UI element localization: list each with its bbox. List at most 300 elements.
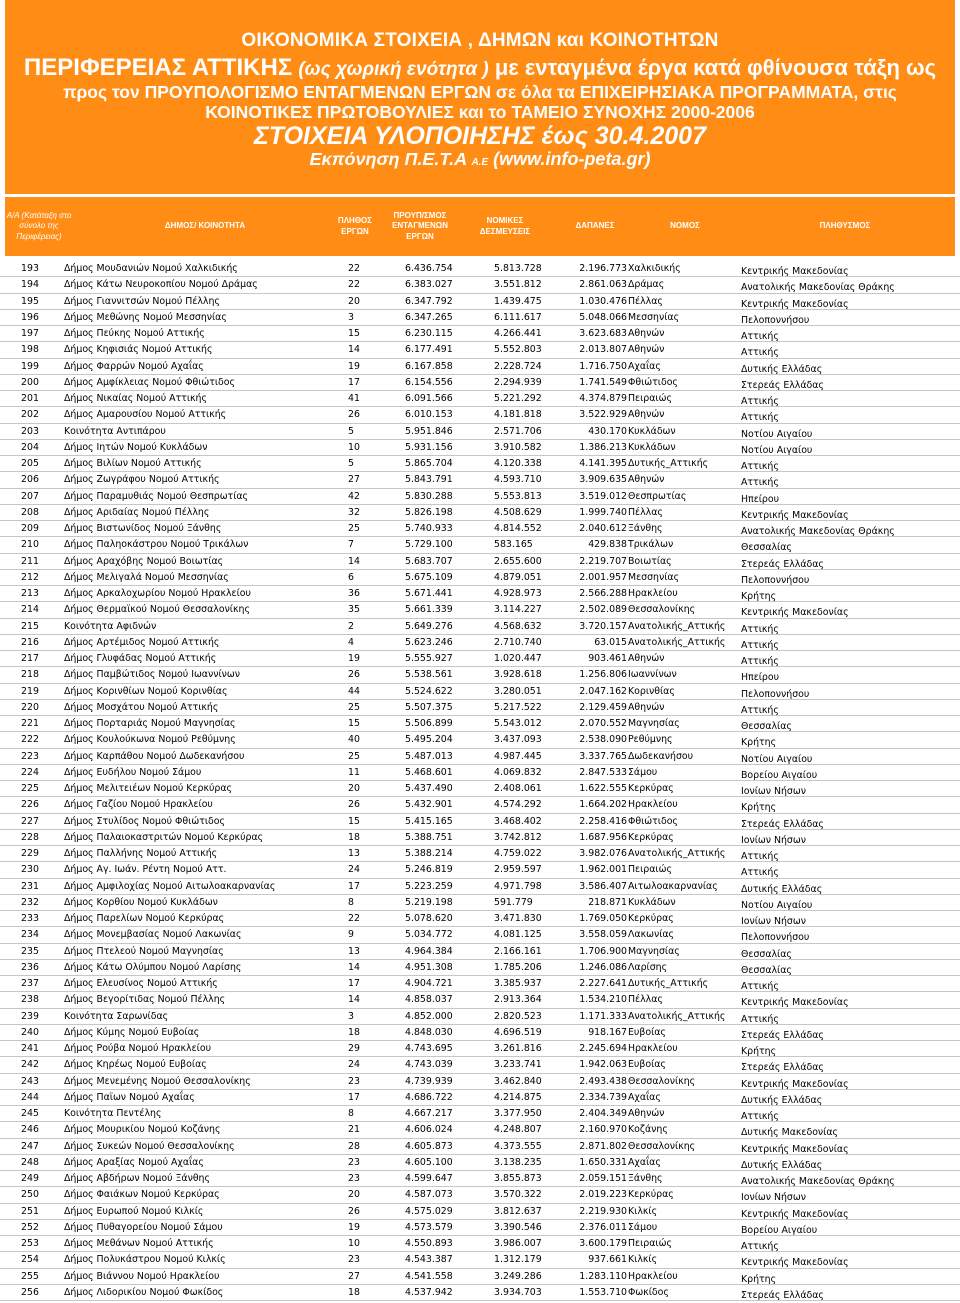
cell-region: Ιονίων Νήσων: [741, 834, 806, 846]
cell-name: Δήμος Παληοκάστρου Νομού Τρικάλων: [64, 539, 249, 551]
cell-region: Κεντρικής Μακεδονίας: [741, 1078, 849, 1090]
cell-rank: 250: [21, 1189, 39, 1201]
cell-region: Αττικής: [741, 412, 779, 424]
table-row: [0, 1285, 960, 1301]
table-row: [0, 814, 960, 830]
cell-budget: 5.830.288: [405, 490, 453, 502]
table-row: [0, 505, 960, 521]
cell-budget: 5.843.791: [405, 474, 453, 486]
cell-count: 40: [348, 734, 360, 746]
cell-count: 3: [348, 311, 354, 323]
cell-budget: 5.246.819: [405, 864, 453, 876]
cell-count: 41: [348, 393, 360, 404]
table-row: [0, 960, 960, 976]
cell-rank: 195: [21, 295, 39, 307]
cell-count: 18: [348, 1026, 360, 1038]
cell-region: Στερεάς Ελλάδας: [741, 379, 824, 391]
cell-nomos: Ξάνθης: [628, 1173, 663, 1184]
cell-count: 35: [348, 604, 360, 616]
cell-rank: 219: [21, 685, 39, 697]
cell-nomos: Δυτικής_Αττικής: [628, 978, 709, 989]
cell-nomos: Πειραιώς: [628, 864, 672, 876]
cell-nomos: Αθηνών: [628, 653, 665, 664]
cell-legal: 4.568.632: [494, 620, 542, 632]
cell-count: 26: [348, 1205, 360, 1217]
cell-name: Δήμος Βιστωνίδος Νομού Ξάνθης: [64, 523, 222, 534]
cell-name: Δήμος Πτελεού Νομού Μαγνησίας: [64, 945, 224, 957]
cell-legal: 3.855.873: [494, 1173, 542, 1184]
cell-count: 11: [348, 766, 360, 778]
cell-budget: 5.538.561: [405, 669, 453, 681]
cell-legal: 4.879.051: [494, 571, 542, 583]
cell-legal: 3.280.051: [494, 685, 542, 697]
cell-budget: 6.436.754: [405, 263, 453, 274]
cell-count: 10: [348, 1238, 360, 1249]
cell-legal: 2.408.061: [494, 783, 542, 794]
cell-region: Ιονίων Νήσων: [741, 1192, 806, 1204]
cell-rank: 240: [21, 1026, 39, 1038]
cell-budget: 6.177.491: [405, 344, 453, 356]
cell-name: Δήμος Παρελίων Νομού Κερκύρας: [64, 913, 225, 924]
cell-region: Θεσσαλίας: [741, 721, 792, 732]
cell-legal: 2.655.600: [494, 555, 542, 567]
cell-count: 23: [348, 1156, 360, 1168]
table-row: [0, 1220, 960, 1236]
cell-spend: 2.070.552: [579, 718, 627, 729]
table-row: [0, 879, 960, 895]
table-row: [0, 1041, 960, 1057]
table-row: [0, 294, 960, 310]
cell-nomos: Σάμου: [628, 766, 658, 778]
cell-name: Δήμος Ρούβα Νομού Ηρακλείου: [64, 1043, 212, 1054]
cell-region: Δυτικής Μακεδονίας: [741, 1127, 839, 1139]
cell-count: 42: [348, 490, 360, 502]
cell-budget: 5.034.772: [405, 929, 453, 941]
cell-spend: 3.720.157: [579, 620, 627, 632]
cell-budget: 6.167.858: [405, 360, 453, 372]
cell-rank: 235: [21, 945, 39, 957]
cell-nomos: Αχαΐας: [628, 360, 661, 372]
cell-region: Κεντρικής Μακεδονίας: [741, 1208, 849, 1220]
cell-budget: 4.904.721: [405, 978, 453, 989]
table-row: [0, 1236, 960, 1252]
cell-spend: 4.374.879: [579, 393, 627, 404]
cell-budget: 4.550.893: [405, 1238, 453, 1249]
cell-rank: 239: [21, 1010, 39, 1022]
cell-count: 28: [348, 1140, 360, 1152]
author-website: (www.info-peta.gr): [493, 149, 651, 169]
cell-budget: 5.468.601: [405, 766, 453, 778]
cell-name: Δήμος Νικαίας Νομού Αττικής: [64, 393, 207, 404]
cell-name: Δήμος Κουλούκωνα Νομού Ρεθύμνης: [64, 734, 236, 746]
cell-name: Δήμος Πορταριάς Νομού Μαγνησίας: [64, 718, 236, 729]
cell-name: Κοινότητα Αντιπάρου: [64, 425, 166, 437]
title-line-5: ΣΤΟΙΧΕΙΑ ΥΛΟΠΟΙΗΣΗΣ έως 30.4.2007: [254, 122, 706, 150]
cell-rank: 222: [21, 734, 39, 746]
cell-budget: 6.230.115: [405, 328, 453, 339]
cell-nomos: Μεσσηνίας: [628, 571, 680, 583]
cell-count: 17: [348, 376, 360, 388]
title-line-3: προς τον ΠΡΟΥΠΟΛΟΓΙΣΜΟ ΕΝΤΑΓΜΕΝΩΝ ΕΡΓΩΝ σε όλα τα ΕΠΙΧΕΙΡΗΣΙΑΚΑ ΠΡΟΓΡΑΜΜΑΤΑ, στις: [63, 82, 897, 102]
cell-budget: 4.743.695: [405, 1043, 453, 1054]
cell-spend: 2.040.612: [579, 523, 627, 534]
cell-name: Δήμος Αγ. Ιωάν. Ρέντη Νομού Αττ.: [64, 864, 227, 876]
table-row: [0, 749, 960, 765]
cell-budget: 6.091.566: [405, 393, 453, 404]
cell-spend: 937.661: [588, 1254, 627, 1266]
cell-region: Αττικής: [741, 461, 779, 472]
table-row: [0, 586, 960, 602]
cell-nomos: Ανατολικής_Αττικής: [628, 620, 726, 632]
cell-name: Δήμος Πυθαγορείου Νομού Σάμου: [64, 1221, 223, 1233]
cell-region: Βορείου Αιγαίου: [741, 1224, 818, 1236]
cell-nomos: Ανατολικής_Αττικής: [628, 636, 726, 648]
col-header-budget: ΠΡΟΥΠ/ΣΜΟΣ ΕΝΤΑΓΜΕΝΩΝ ΕΡΓΩΝ: [392, 210, 448, 241]
cell-spend: 1.246.086: [579, 961, 627, 973]
table-body: [0, 261, 960, 1301]
cell-name: Δήμος Μουρικίου Νομού Κοζάνης: [64, 1124, 221, 1136]
cell-region: Δυτικής Ελλάδας: [741, 1094, 823, 1106]
cell-region: Κεντρικής Μακεδονίας: [741, 1143, 849, 1155]
cell-rank: 236: [21, 961, 39, 973]
cell-region: Πελοποννήσου: [741, 314, 810, 326]
cell-spend: 2.847.533: [579, 766, 627, 778]
cell-nomos: Κερκύρας: [628, 783, 674, 794]
table-row: [0, 359, 960, 375]
table-row: [0, 1204, 960, 1220]
cell-legal: 2.571.706: [494, 425, 542, 437]
cell-count: 20: [348, 783, 360, 794]
cell-count: 23: [348, 1254, 360, 1266]
cell-nomos: Αιτωλοακαρνανίας: [628, 880, 718, 892]
cell-name: Δήμος Αμαρουσίου Νομού Αττικής: [64, 409, 227, 421]
cell-rank: 226: [21, 799, 39, 811]
cell-name: Δήμος Θερμαϊκού Νομού Θεσσαλονίκης: [64, 604, 250, 616]
cell-region: Νοτίου Αιγαίου: [741, 444, 813, 456]
cell-count: 26: [348, 669, 360, 681]
cell-spend: 1.030.476: [579, 295, 627, 307]
cell-region: Στερεάς Ελλάδας: [741, 818, 824, 830]
cell-spend: 5.048.066: [579, 311, 627, 323]
cell-count: 25: [348, 750, 360, 762]
cell-name: Κοινότητα Αφιδνών: [64, 620, 157, 632]
cell-nomos: Φθιώτιδος: [628, 815, 678, 827]
cell-legal: 5.813.728: [494, 263, 542, 274]
cell-legal: 3.462.840: [494, 1075, 542, 1087]
table-row: [0, 1139, 960, 1155]
cell-count: 14: [348, 344, 360, 356]
cell-rank: 200: [21, 376, 39, 388]
cell-region: Ανατολικής Μακεδονίας Θράκης: [741, 282, 895, 294]
cell-legal: 2.710.740: [494, 636, 542, 648]
cell-legal: 3.812.637: [494, 1205, 542, 1217]
table-row: [0, 570, 960, 586]
cell-budget: 5.437.490: [405, 783, 453, 794]
cell-spend: 2.219.930: [579, 1205, 627, 1217]
table-row: [0, 489, 960, 505]
cell-name: Δήμος Παμβώτιδος Νομού Ιωαννίνων: [64, 669, 240, 681]
cell-count: 5: [348, 458, 354, 469]
cell-name: Δήμος Αραχόβης Νομού Βοιωτίας: [64, 555, 224, 567]
cell-budget: 5.555.927: [405, 653, 453, 664]
cell-nomos: Αχαΐας: [628, 1156, 661, 1168]
title-line-6: [5, 149, 955, 170]
cell-spend: 2.047.162: [579, 685, 627, 697]
cell-name: Δήμος Κορθίου Νομού Κυκλάδων: [64, 896, 218, 908]
cell-spend: 2.376.011: [579, 1221, 627, 1233]
cell-rank: 256: [21, 1286, 39, 1298]
cell-legal: 3.910.582: [494, 441, 542, 453]
cell-spend: 1.706.900: [579, 945, 627, 957]
table-row: [0, 440, 960, 456]
cell-spend: 2.019.223: [579, 1189, 627, 1201]
cell-budget: 4.852.000: [405, 1010, 453, 1022]
cell-nomos: Ευβοίας: [628, 1059, 666, 1071]
cell-region: Θεσσαλίας: [741, 964, 792, 976]
cell-spend: 3.600.179: [579, 1238, 627, 1249]
cell-spend: 3.522.929: [579, 409, 627, 421]
cell-budget: 4.951.308: [405, 961, 453, 973]
cell-rank: 229: [21, 848, 39, 859]
cell-rank: 223: [21, 750, 39, 762]
cell-rank: 237: [21, 978, 39, 989]
table-row: [0, 895, 960, 911]
cell-nomos: Πέλλας: [628, 994, 663, 1006]
cell-name: Δήμος Καρπάθου Νομού Δωδεκανήσου: [64, 750, 245, 762]
cell-count: 8: [348, 896, 354, 908]
cell-legal: 4.696.519: [494, 1026, 542, 1038]
cell-budget: 4.667.217: [405, 1108, 453, 1119]
cell-rank: 224: [21, 766, 39, 778]
table-row: [0, 1269, 960, 1285]
cell-count: 14: [348, 555, 360, 567]
cell-budget: 4.606.024: [405, 1124, 453, 1136]
cell-rank: 248: [21, 1156, 39, 1168]
table-row: [0, 1025, 960, 1041]
cell-nomos: Μαγνησίας: [628, 718, 680, 729]
cell-rank: 193: [21, 263, 39, 274]
cell-legal: 2.166.161: [494, 945, 542, 957]
cell-count: 23: [348, 1173, 360, 1184]
cell-budget: 4.743.039: [405, 1059, 453, 1071]
cell-nomos: Κυκλάδων: [628, 425, 676, 437]
table-row: [0, 944, 960, 960]
cell-budget: 5.740.933: [405, 523, 453, 534]
cell-rank: 204: [21, 441, 39, 453]
cell-count: 27: [348, 1270, 360, 1282]
cell-nomos: Λακωνίας: [628, 929, 675, 941]
table-row: [0, 1057, 960, 1073]
cell-legal: 5.221.292: [494, 393, 542, 404]
author-suffix: Α.Ε: [471, 157, 489, 168]
cell-spend: 63.015: [594, 636, 627, 648]
cell-legal: 591.779: [494, 896, 533, 908]
cell-rank: 220: [21, 701, 39, 713]
cell-name: Δήμος Μελιγαλά Νομού Μεσσηνίας: [64, 571, 229, 583]
cell-count: 20: [348, 295, 360, 307]
cell-nomos: Κερκύρας: [628, 1189, 674, 1201]
cell-budget: 5.432.901: [405, 799, 453, 811]
cell-legal: 4.214.875: [494, 1091, 542, 1103]
table-row: [0, 862, 960, 878]
cell-name: Κοινότητα Πεντέλης: [64, 1108, 162, 1119]
cell-rank: 216: [21, 636, 39, 648]
cell-region: Αττικής: [741, 981, 779, 992]
cell-count: 5: [348, 425, 354, 437]
cell-spend: 430.170: [588, 425, 627, 437]
cell-rank: 207: [21, 490, 39, 502]
cell-legal: 4.266.441: [494, 328, 542, 339]
cell-spend: 1.386.213: [579, 441, 627, 453]
cell-region: Ηπείρου: [741, 672, 780, 684]
cell-rank: 218: [21, 669, 39, 681]
cell-budget: 5.675.109: [405, 571, 453, 583]
cell-rank: 194: [21, 279, 39, 291]
cell-count: 17: [348, 978, 360, 989]
cell-spend: 2.219.707: [579, 555, 627, 567]
table-row: [0, 310, 960, 326]
cell-name: Δήμος Ιητών Νομού Κυκλάδων: [64, 441, 208, 453]
table-row: [0, 326, 960, 342]
cell-name: Δήμος Μοσχάτου Νομού Αττικής: [64, 701, 219, 713]
cell-spend: 2.160.970: [579, 1124, 627, 1136]
cell-rank: 201: [21, 393, 39, 404]
cell-budget: 4.848.030: [405, 1026, 453, 1038]
cell-legal: 4.971.798: [494, 880, 542, 892]
cell-legal: 3.934.703: [494, 1286, 542, 1298]
cell-count: 23: [348, 1075, 360, 1087]
cell-name: Δήμος Παλλήνης Νομού Αττικής: [64, 848, 218, 859]
cell-count: 24: [348, 864, 360, 876]
cell-name: Δήμος Αβδήρων Νομού Ξάνθης: [64, 1173, 211, 1184]
cell-rank: 209: [21, 523, 39, 534]
cell-legal: 4.987.445: [494, 750, 542, 762]
cell-count: 7: [348, 539, 354, 551]
cell-name: Δήμος Κηφισιάς Νομού Αττικής: [64, 344, 213, 356]
cell-name: Δήμος Παϊων Νομού Αχαΐας: [64, 1091, 195, 1103]
table-row: [0, 1171, 960, 1187]
cell-spend: 1.769.050: [579, 913, 627, 924]
cell-count: 8: [348, 1108, 354, 1119]
table-row: [0, 667, 960, 683]
cell-name: Δήμος Ευδήλου Νομού Σάμου: [64, 766, 202, 778]
cell-legal: 583.165: [494, 539, 533, 551]
cell-budget: 5.661.339: [405, 604, 453, 616]
cell-rank: 196: [21, 311, 39, 323]
cell-rank: 232: [21, 896, 39, 908]
cell-budget: 5.826.198: [405, 506, 453, 518]
cell-nomos: Ηρακλείου: [628, 1270, 678, 1282]
cell-name: Δήμος Αριδαίας Νομού Πέλλης: [64, 506, 210, 518]
col-header-rank: Α/Α (Κατάταξη στο σύνολο της Περιφέρειας): [6, 210, 72, 241]
cell-count: 32: [348, 506, 360, 518]
cell-name: Δήμος Μονεμβασίας Νομού Λακωνίας: [64, 929, 242, 941]
cell-name: Δήμος Κάτω Νευροκοπίου Νομού Δράμας: [64, 279, 258, 291]
cell-name: Δήμος Μελιτειέων Νομού Κερκύρας: [64, 783, 233, 794]
cell-rank: 247: [21, 1140, 39, 1152]
table-row: [0, 1252, 960, 1268]
cell-spend: 2.566.288: [579, 588, 627, 599]
cell-rank: 203: [21, 425, 39, 437]
cell-nomos: Κοζάνης: [628, 1124, 668, 1136]
cell-nomos: Αθηνών: [628, 409, 665, 421]
cell-count: 14: [348, 961, 360, 973]
cell-nomos: Κυκλάδων: [628, 441, 676, 453]
author: Εκπόνηση Π.Ε.Τ.Α: [309, 149, 467, 169]
cell-region: Δυτικής Ελλάδας: [741, 883, 823, 895]
table-row: [0, 521, 960, 537]
cell-name: Δήμος Παραμυθιάς Νομού Θεσπρωτίας: [64, 490, 249, 502]
cell-rank: 215: [21, 620, 39, 632]
cell-nomos: Ανατολικής_Αττικής: [628, 848, 726, 859]
cell-spend: 2.059.151: [579, 1173, 627, 1184]
cell-region: Ανατολικής Μακεδονίας Θράκης: [741, 526, 895, 537]
cell-legal: 1.439.475: [494, 295, 542, 307]
cell-region: Νοτίου Αιγαίου: [741, 899, 813, 911]
cell-spend: 2.196.773: [579, 263, 627, 274]
cell-region: Αττικής: [741, 396, 779, 407]
cell-count: 26: [348, 409, 360, 421]
cell-rank: 230: [21, 864, 39, 876]
cell-count: 18: [348, 1286, 360, 1298]
cell-count: 27: [348, 474, 360, 486]
cell-region: Νοτίου Αιγαίου: [741, 753, 813, 765]
cell-name: Δήμος Βεγορίτιδας Νομού Πέλλης: [64, 994, 226, 1006]
cell-legal: 2.294.939: [494, 376, 542, 388]
cell-budget: 5.415.165: [405, 815, 453, 827]
cell-spend: 1.962.001: [579, 864, 627, 876]
table-row: [0, 765, 960, 781]
cell-rank: 206: [21, 474, 39, 486]
cell-legal: 4.120.338: [494, 458, 542, 469]
cell-region: Αττικής: [741, 656, 779, 667]
cell-rank: 238: [21, 994, 39, 1006]
cell-count: 15: [348, 328, 360, 339]
cell-rank: 254: [21, 1254, 39, 1266]
table-row: [0, 732, 960, 748]
cell-region: Στερεάς Ελλάδας: [741, 1289, 824, 1301]
cell-count: 3: [348, 1010, 354, 1022]
cell-rank: 233: [21, 913, 39, 924]
cell-rank: 234: [21, 929, 39, 941]
cell-rank: 197: [21, 328, 39, 339]
cell-spend: 3.586.407: [579, 880, 627, 892]
cell-spend: 1.534.210: [579, 994, 627, 1006]
cell-budget: 4.575.029: [405, 1205, 453, 1217]
cell-region: Στερεάς Ελλάδας: [741, 1029, 824, 1041]
table-row: [0, 375, 960, 391]
cell-name: Δήμος Κύμης Νομού Ευβοίας: [64, 1026, 200, 1038]
cell-legal: 3.570.322: [494, 1189, 542, 1201]
cell-name: Δήμος Αμφιλοχίας Νομού Αιτωλοακαρνανίας: [64, 880, 276, 892]
cell-nomos: Πειραιώς: [628, 393, 672, 404]
cell-spend: 218.871: [588, 896, 627, 908]
cell-name: Δήμος Αρτέμιδος Νομού Αττικής: [64, 636, 220, 648]
cell-legal: 1.312.179: [494, 1254, 542, 1266]
table-row: [0, 684, 960, 700]
cell-spend: 3.519.012: [579, 490, 627, 502]
cell-spend: 2.001.957: [579, 571, 627, 583]
cell-name: Δήμος Βιάννου Νομού Ηρακλείου: [64, 1270, 220, 1282]
table-row: [0, 1122, 960, 1138]
cell-rank: 210: [21, 539, 39, 551]
cell-budget: 5.865.704: [405, 458, 453, 469]
cell-budget: 6.347.265: [405, 311, 453, 323]
cell-region: Πελοποννήσου: [741, 574, 810, 586]
title-line-4: ΚΟΙΝΟΤΙΚΕΣ ΠΡΩΤΟΒΟΥΛΙΕΣ και το ΤΑΜΕΙΟ ΣΥΝΟΧΗΣ 2000-2006: [205, 102, 755, 122]
cell-rank: 243: [21, 1075, 39, 1087]
cell-spend: 1.283.110: [579, 1270, 627, 1282]
